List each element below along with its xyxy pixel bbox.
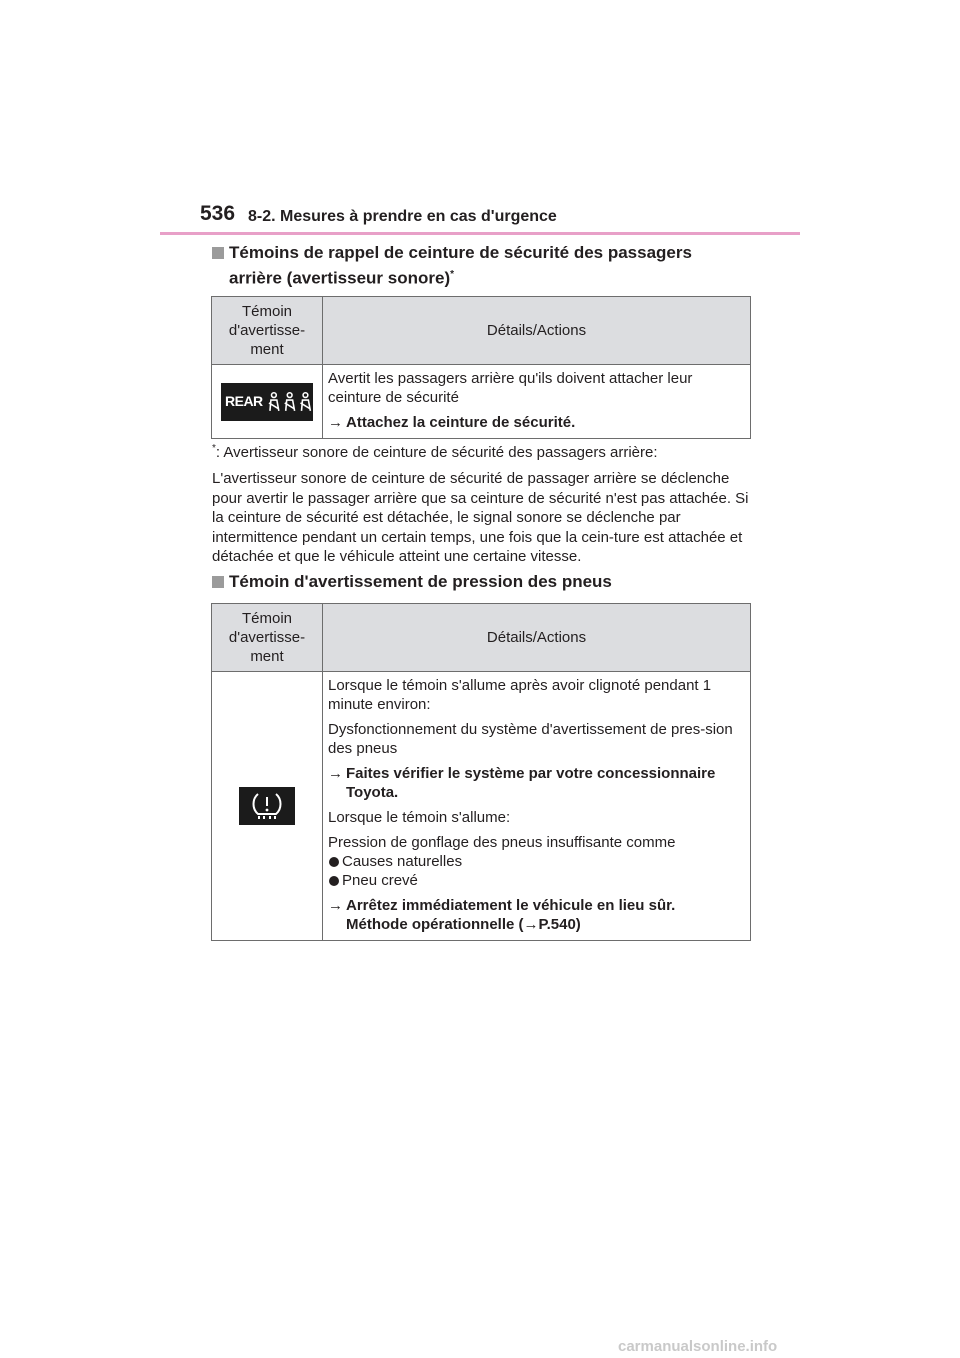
footnote bbox=[212, 439, 752, 462]
table-row bbox=[212, 365, 751, 439]
footnote-text: : Avertisseur sonore de ceinture de sécurité des passagers arrière: bbox=[215, 444, 658, 461]
table-header-row bbox=[212, 604, 751, 672]
arrow-right-icon: → bbox=[328, 765, 343, 782]
list-item: Pneu crevé bbox=[328, 871, 744, 890]
col-header-details: Détails/Actions bbox=[486, 322, 587, 339]
col-header-indicator: Témoin d'avertisse-ment bbox=[228, 610, 306, 665]
col-header-details: Détails/Actions bbox=[486, 629, 587, 646]
chapter-title: 8-2. Mesures à prendre en cas d'urgence bbox=[248, 208, 557, 225]
list-item: Causes naturelles bbox=[328, 852, 744, 871]
watermark: carmanualsonline.info bbox=[618, 1338, 778, 1355]
page-header bbox=[200, 200, 800, 236]
section-heading-seatbelt bbox=[212, 242, 752, 290]
header-rule bbox=[160, 232, 800, 235]
page-reference-link[interactable]: P.540 bbox=[538, 916, 576, 933]
tire-pressure-warning-icon bbox=[239, 787, 295, 825]
action-dealer-check: → Faites vérifier le système par votre concessionnaire Toyota. bbox=[328, 765, 716, 801]
cause-low-pressure: Pression de gonflage des pneus insuffisante comme Causes naturelles Pneu crevé bbox=[328, 833, 744, 890]
seated-passengers-icon bbox=[266, 391, 313, 413]
seatbelt-warning-table bbox=[211, 296, 751, 439]
arrow-right-icon: → bbox=[523, 916, 539, 933]
square-bullet-icon bbox=[212, 247, 224, 259]
condition-on: Lorsque le témoin s'allume: bbox=[328, 809, 511, 826]
arrow-right-icon: → bbox=[328, 897, 343, 914]
page-number: 536 bbox=[200, 202, 236, 225]
table-row bbox=[212, 672, 751, 941]
heading-line-2: arrière (avertisseur sonore) bbox=[229, 268, 451, 288]
arrow-right-icon: → bbox=[328, 414, 343, 431]
table-header-row bbox=[212, 297, 751, 365]
footnote-marker: * bbox=[212, 443, 216, 454]
condition-blink: Lorsque le témoin s'allume après avoir clignoté pendant 1 minute environ: bbox=[328, 677, 712, 713]
action-stop-vehicle: → Arrêtez immédiatement le véhicule en lieu sûr. Méthode opérationnelle (→P.540) bbox=[328, 897, 676, 933]
rear-icon-label: REAR bbox=[225, 393, 263, 409]
cause-malfunction: Dysfonctionnement du système d'avertissement de pres-sion des pneus bbox=[328, 721, 733, 757]
square-bullet-icon bbox=[212, 576, 224, 588]
heading-text: Témoin d'avertissement de pression des pneus bbox=[229, 572, 612, 591]
footnote-marker: * bbox=[450, 269, 455, 280]
tire-pressure-warning-table bbox=[211, 603, 751, 941]
warning-action: → Attachez la ceinture de sécurité. bbox=[328, 414, 576, 431]
warning-description: Avertit les passagers arrière qu'ils doivent attacher leur ceinture de sécurité bbox=[328, 370, 693, 406]
section-heading-tire-pressure bbox=[212, 571, 752, 593]
heading-line-1: Témoins de rappel de ceinture de sécurité des passagers bbox=[229, 243, 692, 262]
body-paragraph: L'avertisseur sonore de ceinture de sécurité de passager arrière se déclenche pour avertir le passager arrière que sa ceinture de sécurité n'est pas attachée. Si la ceinture de sécurité est détachée, le signal sonore se déclenche par intermittence pendant un certain temps, une fois que la cein-ture est attachée et détachée et que le véhicule atteint une certaine vitesse. bbox=[212, 470, 749, 565]
rear-seatbelt-warning-icon bbox=[221, 383, 313, 421]
col-header-indicator: Témoin d'avertisse-ment bbox=[228, 303, 306, 358]
